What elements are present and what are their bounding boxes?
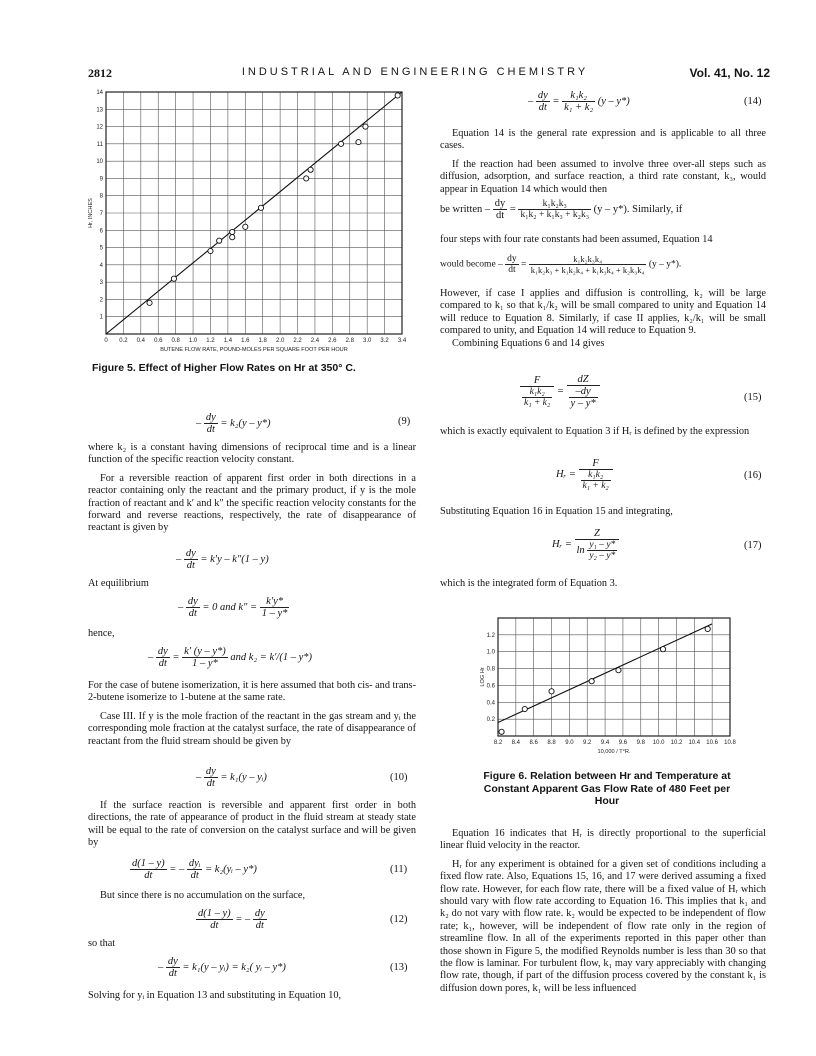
y-tick-label: 3 [99,280,103,287]
equation-equilibrium: – $\frac{dy}{dt}$ = 0 and k″ = $\frac{k'y*}{1 - y*}$ [178,596,288,619]
right-text-block-3 [440,426,766,438]
paragraph: Combining Equations 6 and 14 gives [452,337,605,349]
y-tick-label: 9 [99,176,103,183]
data-point [208,248,213,253]
paragraph-solving [88,990,416,1002]
paragraph: which is the integrated form of Equation 3. [440,578,618,589]
y-tick-label: 14 [96,90,103,96]
equation-16: Hᵣ = $\frac{F}{\frac{\text{k₁k₂}}{\text{k₁ + k₂}}}$ [556,458,613,491]
x-tick-label: 3.4 [397,338,407,344]
figure-6-caption: Figure 6. Relation between Hr and Temperature at Constant Apparent Gas Flow Rate of 480 Feet per Hour [483,770,731,807]
x-tick-label: 2.2 [293,338,302,344]
data-point [243,224,248,229]
data-point [230,235,235,240]
x-tick-label: 3.2 [380,338,389,344]
figure-5-chart [88,86,410,358]
equation-text: = k₁(y – yᵢ) = k₂( yᵢ – y*) [182,961,286,973]
fraction-numerator: k₁k₂k₃k₄ [529,254,647,265]
data-point [308,167,313,172]
equation-9-number: (9) [398,416,411,427]
x-tick-label: 0.6 [154,338,163,344]
x-tick-label: 2.4 [310,338,320,344]
x-tick-label: 8.6 [529,740,538,746]
x-tick-label: 8.4 [511,740,521,746]
equation-11-number: (11) [390,864,408,875]
plot-frame [498,618,730,736]
equation-text: (y – y*). [648,259,682,270]
volume-issue: Vol. 41, No. 12 [689,66,770,80]
equation-text: = 0 and k″ = [202,601,258,613]
data-point [363,124,368,129]
x-tick-label: 9.6 [618,740,628,746]
y-tick-label: 5 [99,245,103,252]
y-tick-label: 13 [96,107,103,114]
data-point [258,205,263,210]
y-tick-label: 1.0 [486,649,495,656]
x-tick-label: 2.6 [328,338,337,344]
x-tick-label: 2.8 [345,338,354,344]
equation-13: – $\frac{dy}{dt}$ = k₁(y – yᵢ) = k₂( yᵢ – y*) [158,956,286,979]
x-tick-label: 1.6 [241,338,250,344]
equation-11: $\frac{d(1 - y)}{dt}$ = – $\frac{\text{dyᵢ}}{dt}$ = k₂(yᵢ – y*) [132,858,257,881]
fraction-denominator: 1 – y* [192,658,218,669]
x-tick-label: 0.4 [136,338,145,344]
x-tick-label: 1.4 [223,338,233,344]
data-point [549,689,554,694]
equation-17-number: (17) [744,540,762,551]
y-tick-label: 6 [99,228,103,235]
equation-three-steps: be written – $\frac{dy}{dt}$ = $\frac{\text{k₁k₂k₃}}{\text{k₁k₂ + k₁k₃ + k₂k₃}}$ (y – y*). Similarly, if [440,198,683,221]
equation-text: be written – [440,203,491,215]
x-tick-label: 8.8 [547,740,556,746]
x-tick-label: 10.8 [724,740,736,746]
x-tick-label: 10.2 [670,740,683,746]
y-tick-label: 0.6 [486,683,495,690]
paragraph: For a reversible reaction of apparent first order in both directions in a reactor containing only the reactant and the primary product, if y is the mole fraction of reactant and k′ and k″ the specific reaction velocity constants for the forward and reverse reactions, respectively, the rate of disappearance of reactant is given by [88,472,416,534]
x-tick-label: 8.2 [493,740,503,746]
x-axis-label: 10,000 / T°R. [597,749,631,755]
y-tick-label: 8 [99,193,103,200]
right-text-block-2 [440,288,766,350]
four-steps-text [440,234,766,246]
paragraph: Substituting Equation 16 in Equation 15 and integrating, [440,506,673,517]
y-tick-label: 7 [99,211,103,217]
y-axis-label: Hr, INCHES [88,198,94,228]
x-tick-label: 9.8 [636,740,645,746]
paragraph: Hᵣ for any experiment is obtained for a given set of conditions including a fixed flow rate. Also, Equations 15, 16, and 17 were derived assuming a fixed flow rate. However, for each flow rate, there will be a fixed value of Hᵣ which should vary with flow rate according to Equation 16. This implies that k₁ and k₂ do not vary with flow rate. k₂ would be expected to be independent of flow rate; k₁, however, will be independent of flow rate only in the region of streamline flow. In all of the experiments reported in this paper other than those shown in Figure 5, the modified Reynolds number is less than 30 so that the flow is laminar. For turbulent flow, k₁ may vary appreciably with changing flow rate, though, if part of the diffusion process covered by the constant k₁ is diffusion down pores, k₁ will be less influenced [440,858,766,994]
equation-text: (y – y*) [597,95,630,107]
paragraph: For the case of butene isomerization, it is here assumed that both cis- and trans-2-butene isomerize to 1-butene at the same rate. [88,680,416,704]
y-tick-label: 1.2 [486,632,495,639]
x-tick-label: 1.0 [188,338,198,344]
equation-text: = k₂(yᵢ – y*) [205,863,257,875]
paragraph: However, if case I applies and diffusion is controlling, k₂ will be large compared to k₁ so that k₁/k₂ will be small compared to unity and Equation 14 will reduce to Equation 8. Similarly, if case II applies, k₂/k₁ will be small compared to unity, and Equation 14 will reduce to Equation 9. [440,288,766,337]
x-tick-label: 10.0 [652,740,665,746]
data-point [304,176,309,181]
figure-5-caption: Figure 5. Effect of Higher Flow Rates on Hr at 350° C. [92,362,356,374]
equation-text: = k₁(y – yᵢ) [220,771,267,783]
left-text-block-1 [88,442,416,535]
paragraph-accumulation [88,890,416,902]
page-number: 2812 [88,66,112,80]
x-tick-label: 2.0 [275,338,285,344]
paragraph: Equation 14 is the general rate expression and is applicable to all three cases. [440,128,766,152]
y-tick-label: 11 [96,141,103,148]
x-tick-label: 0.2 [119,338,128,344]
equation-13-number: (13) [390,962,408,973]
fraction-numerator: k′y* [260,596,290,608]
equation-16-number: (16) [744,470,762,481]
x-tick-label: 0 [104,338,108,344]
y-axis-label: LOG Hr [480,667,486,687]
equation-10: – $\frac{dy}{dt}$ = k₁(y – yᵢ) [196,766,267,789]
hence-label: hence, [88,628,115,639]
fraction-numerator: k₁k₂k₃ [518,199,591,210]
x-tick-label: 3.0 [363,338,372,344]
y-tick-label: 0.8 [486,666,495,673]
x-tick-label: 9.4 [600,740,610,746]
y-tick-label: 4 [99,262,103,269]
equation-four-steps: would become – $\frac{dy}{dt}$ = $\frac{\text{k₁k₂k₃k₄}}{\text{k₁k₂k₃ + k₁k₂k₄ + k₁k₃k₄ + k₂k₃k₄}}$ (y – y*). [440,254,682,275]
equation-12: $\frac{d(1 - y)}{dt}$ = – $\frac{dy}{dt}$ [198,908,265,931]
equation-9: – $\frac{dy}{dt}$ = k₂(y – y*) [196,412,271,435]
fraction-numerator: k₁k₂ [562,90,595,102]
left-text-block-3 [88,800,416,850]
right-text-block-6 [440,828,766,995]
equation-text: = k′y – k″(1 – y) [200,553,269,565]
data-point [217,238,222,243]
x-tick-label: 1.8 [258,338,267,344]
x-tick-label: 0.8 [171,338,180,344]
fraction-denominator: k₁ + k₂ [564,102,594,113]
data-point [705,626,710,631]
equation-text: would become – [440,259,503,270]
equation-text: (y – y*). Similarly, if [593,203,683,215]
paragraph: four steps with four rate constants had been assumed, Equation 14 [440,234,713,245]
data-point [522,706,527,711]
equation-15: $\frac{F}{\frac{\text{k₁k₂}}{\text{k₁ + k₂}}}$ = $\frac{dZ}{\frac{-dy}{y - y*}}$ [520,374,600,409]
y-tick-label: 10 [96,159,103,166]
y-tick-label: 2 [99,297,103,304]
right-text-block-1 [440,128,766,196]
so-that-label: so that [88,938,116,949]
y-tick-label: 12 [96,124,103,131]
x-tick-label: 9.0 [565,740,574,746]
at-equilibrium: At equilibrium [88,578,149,589]
right-text-block-5 [440,578,766,590]
x-tick-label: 10.4 [688,740,701,746]
equation-14-number: (14) [744,96,762,107]
data-point [589,679,594,684]
paragraph: Equation 16 indicates that Hᵣ is directly proportional to the superficial linear fluid velocity in the reactor. [440,828,766,852]
data-point [230,229,235,234]
equation-k2: – $\frac{dy}{dt}$ = $\frac{k' (y - y*)}{1 - y*}$ and k₂ = k′/(1 – y*) [148,646,312,669]
figure-6-chart [476,612,738,768]
data-point [395,93,400,98]
equation-17: Hᵣ = Z ln $\frac{\text{y₁ – y*}}{\text{y₂ – y*}}$ [552,528,619,561]
data-point [356,140,361,145]
x-tick-label: 1.2 [206,338,215,344]
equation-text: and k₂ = k′/(1 – y*) [230,651,312,663]
y-tick-label: 0.2 [486,717,495,724]
paragraph: But since there is no accumulation on the surface, [100,890,306,901]
x-tick-label: 9.2 [583,740,592,746]
paragraph: where k₂ is a constant having dimensions of reciprocal time and is a linear function of the specific reaction velocity constant. [88,442,416,466]
equation-12-number: (12) [390,914,408,925]
paragraph: If the reaction had been assumed to involve three over-all steps such as diffusion, adsorption, and surface reaction, a third rate constant, k₃, would appear in Equation 14 which would then [440,158,766,195]
x-axis-label: BUTENE FLOW RATE, POUND-MOLES PER SQUARE FOOT PER HOUR [160,347,348,353]
fraction-denominator: k₁k₂ + k₁k₃ + k₂k₃ [520,210,590,220]
paragraph: Solving for yᵢ in Equation 13 and substituting in Equation 10, [88,990,342,1001]
data-point [499,729,504,734]
equation-rate: – $\frac{dy}{dt}$ = k′y – k″(1 – y) [176,548,269,571]
data-point [660,647,665,652]
data-point [338,141,343,146]
equation-15-number: (15) [744,392,762,403]
equation-10-number: (10) [390,772,408,783]
right-text-block-4 [440,506,766,518]
paragraph: If the surface reaction is reversible and apparent first order in both directions, the rate of appearance of product in the fluid stream at steady state will be equal to the rate of conversion on the catalyst surface and will be given by [88,800,416,849]
x-tick-label: 10.6 [706,740,718,746]
fraction-denominator: k₁k₂k₃ + k₁k₂k₄ + k₁k₃k₄ + k₂k₃k₄ [530,265,645,275]
data-point [171,276,176,281]
journal-title: INDUSTRIAL AND ENGINEERING CHEMISTRY [241,66,589,78]
y-tick-label: 1 [99,314,103,321]
data-point [616,668,621,673]
data-point [147,300,152,305]
y-tick-label: 0.4 [486,700,495,707]
left-text-block-2 [88,680,416,748]
paragraph: Case III. If y is the mole fraction of the reactant in the gas stream and yᵢ the corresponding mole fraction at the catalyst surface, the rate of disappearance of reactant from the fluid stream should be given by [88,710,416,747]
paragraph: which is exactly equivalent to Equation 3 if Hᵣ is defined by the expression [440,426,750,437]
fraction-denominator: 1 – y* [261,608,288,619]
fraction-numerator: k′ (y – y*) [184,646,226,657]
equation-14: – $\frac{dy}{dt}$ = $\frac{\text{k₁k₂}}{\text{k₁ + k₂}}$ (y – y*) [528,90,630,113]
